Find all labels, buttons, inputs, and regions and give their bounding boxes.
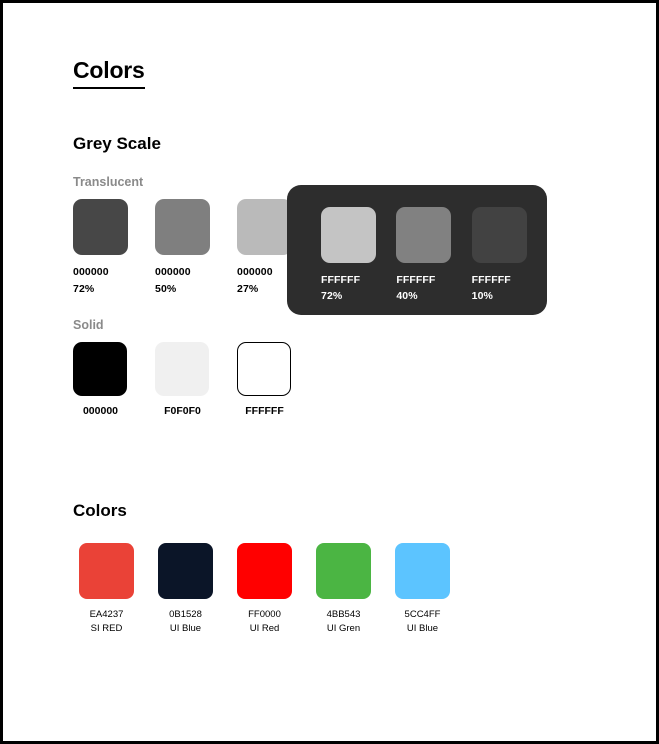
swatch-ui-green[interactable] [310, 543, 377, 637]
swatch-black-72[interactable] [73, 199, 141, 297]
page-content [73, 58, 632, 636]
swatch-opacity: 10% [471, 290, 493, 303]
swatch-opacity: 40% [396, 290, 418, 303]
swatch-color-chip [79, 543, 134, 599]
page-title: Colors [73, 58, 145, 89]
swatch-si-red[interactable] [73, 543, 140, 637]
solid-swatch-row [73, 342, 632, 417]
swatch-caption [237, 608, 292, 637]
section-title-colors: Colors [73, 500, 127, 520]
swatch-hex: 000000 [155, 266, 191, 279]
swatch-ui-blue-dark[interactable] [152, 543, 219, 637]
group-label-solid: Solid [73, 317, 104, 332]
swatch-color-chip [237, 543, 292, 599]
section-spacer [73, 417, 632, 475]
swatch-ui-red[interactable] [231, 543, 298, 637]
swatch-white-72[interactable] [321, 207, 382, 305]
swatch-caption [396, 272, 435, 305]
swatch-color-chip [73, 342, 127, 396]
translucent-dark-swatch-row [287, 207, 547, 305]
swatch-opacity: 27% [237, 282, 259, 295]
section-title-grey-scale: Grey Scale [73, 134, 161, 154]
swatch-color-chip [395, 543, 450, 599]
swatch-hex: 5CC4FF [404, 608, 441, 620]
swatch-hex: FFFFFF [321, 274, 361, 286]
swatch-caption [155, 264, 191, 297]
swatch-color-chip [396, 207, 451, 263]
swatch-caption [158, 608, 213, 637]
swatch-caption [395, 608, 450, 637]
swatch-color-chip [155, 199, 210, 255]
translucent-dark-card [287, 185, 547, 315]
group-label-translucent: Translucent [73, 175, 144, 190]
colors-swatch-row [73, 543, 632, 637]
swatch-color-chip [73, 199, 128, 255]
swatch-label: UI Red [249, 623, 280, 635]
swatch-color-chip [321, 207, 376, 263]
swatch-caption [73, 264, 109, 297]
swatch-label: UI Gren [326, 623, 361, 635]
swatch-color-chip [237, 342, 291, 396]
swatch-color-chip [472, 207, 527, 263]
swatch-hex: 000000 [237, 266, 273, 279]
swatch-ui-blue-light[interactable] [389, 543, 456, 637]
swatch-caption [79, 608, 134, 637]
swatch-hex: 4BB543 [326, 608, 361, 620]
swatch-white-10[interactable] [472, 207, 533, 305]
swatch-label: UI Blue [406, 623, 439, 635]
swatch-solid-f0f0f0[interactable] [155, 342, 223, 417]
swatch-hex: EA4237 [89, 608, 124, 620]
swatch-label: SI RED [90, 623, 123, 635]
swatch-white-40[interactable] [396, 207, 457, 305]
swatch-hex: FFFFFF [245, 404, 284, 417]
swatch-opacity: 72% [321, 290, 343, 303]
swatch-solid-ffffff[interactable] [237, 342, 305, 417]
swatch-hex: FFFFFF [396, 274, 436, 286]
swatch-hex: 0B1528 [169, 608, 202, 620]
swatch-opacity: 72% [73, 282, 95, 295]
swatch-opacity: 50% [155, 282, 177, 295]
swatch-black-50[interactable] [155, 199, 223, 297]
swatch-color-chip [237, 199, 292, 255]
swatch-solid-black[interactable] [73, 342, 141, 417]
swatch-color-chip [316, 543, 371, 599]
swatch-label: UI Blue [169, 623, 202, 635]
swatch-color-chip [158, 543, 213, 599]
swatch-color-chip [155, 342, 209, 396]
swatch-hex: FFFFFF [471, 274, 511, 286]
swatch-hex: 000000 [73, 266, 109, 279]
swatch-caption [237, 264, 273, 297]
swatch-hex: F0F0F0 [164, 404, 201, 417]
swatch-caption [472, 272, 511, 305]
swatch-hex: FF0000 [248, 608, 281, 620]
swatch-hex: 000000 [82, 404, 119, 417]
swatch-caption [321, 272, 360, 305]
swatch-caption [316, 608, 371, 637]
